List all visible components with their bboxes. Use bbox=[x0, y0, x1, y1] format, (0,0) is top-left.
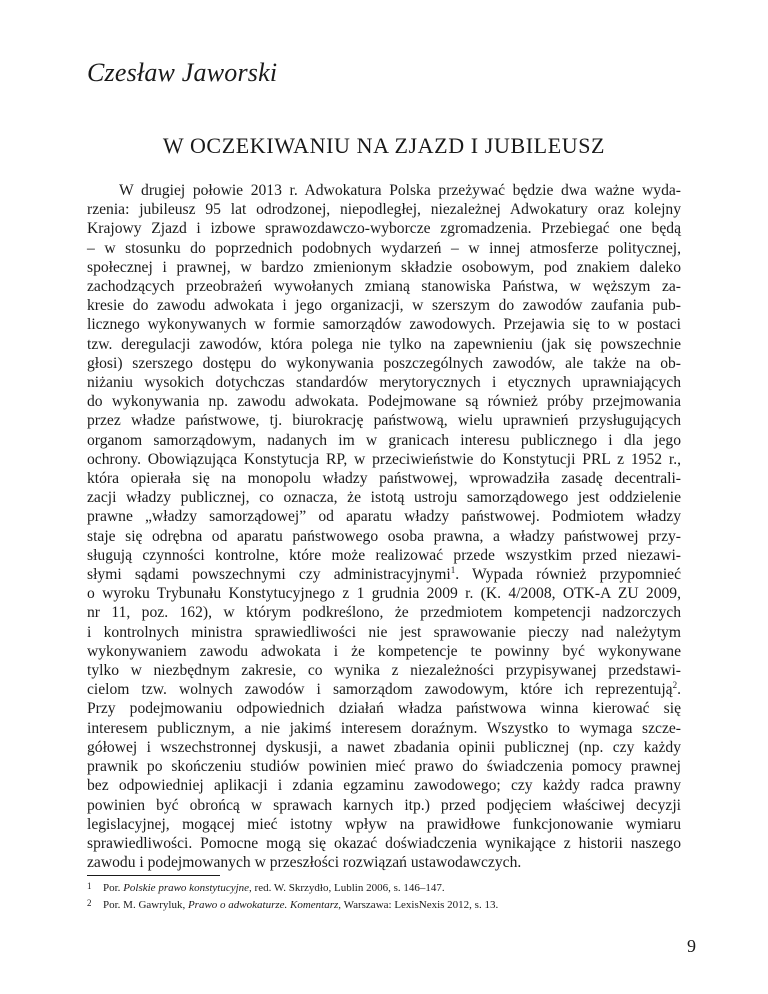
body-line: W drugiej połowie 2013 r. Adwokatura Polska przeżywać będzie dwa ważne wyda- bbox=[119, 182, 681, 199]
body-line: zawodu i podejmowanych w przeszłości rozwiązań ustawodawczych. bbox=[87, 854, 522, 872]
body-line: Przy podejmowaniu odpowiednich działań władza państwowa winna kierować się bbox=[87, 700, 681, 718]
footnote-ref-2[interactable]: 2 bbox=[672, 680, 678, 691]
body-line: licznego wykonywanych w formie samorządów zawodowych. Przejawia się to w postaci bbox=[87, 316, 681, 334]
body-line: prawnik po skończeniu studiów powinien mieć prawo do świadczenia pomocy prawnej bbox=[87, 758, 681, 776]
body-line: gółowej i wszechstronnej dyskusji, a nawet zbadania opinii publicznej (np. czy każdy bbox=[87, 738, 681, 756]
footnote-title: Prawo o adwokaturze. Komentarz bbox=[187, 899, 339, 911]
body-line: powinien być obrońcą w sprawach karnych itp.) przed podjęciem właściwej decyzji bbox=[87, 796, 681, 814]
body-line: sługują czynności kontrolne, które może realizować przede wszystkim przed niezawi- bbox=[87, 546, 681, 564]
body-line: organom samorządowym, nadanych im w granicach interesu publicznego i dla jego bbox=[87, 431, 681, 449]
body-line: zacji władzy publicznej, co oznacza, że istotą ustroju samorządowego jest oddzielenie bbox=[87, 489, 681, 507]
body-line: – w stosunku do poprzednich podobnych wydarzeń – w innej atmosferze politycznej, bbox=[87, 239, 681, 257]
body-line-text: cielom tzw. wolnych zawodów i samorządom zawodowym, które ich reprezentują bbox=[87, 681, 673, 699]
footnote-ref-1[interactable]: 1 bbox=[450, 565, 456, 576]
body-line-text: . Wypada również przypomnieć bbox=[455, 566, 681, 584]
body-line: sprawiedliwości. Pomocne mogą się okazać doświadczenia wynikające z historii naszego bbox=[87, 834, 681, 852]
body-line: o wyroku Trybunału Konstytucyjnego z 1 grudnia 2009 r. (K. 4/2008, OTK-A ZU 2009, bbox=[87, 585, 681, 603]
body-line: legislacyjnej, mogącej mieć istotny wpływ na prawidłowe funkcjonowanie wymiaru bbox=[87, 815, 681, 833]
body-paragraph bbox=[87, 181, 681, 872]
footnote-number: 1 bbox=[87, 881, 92, 891]
body-line-text: słymi sądami powszechnymi czy administracyjnymi bbox=[87, 566, 451, 584]
body-line: społecznej i prawnej, w bardzo zmienionym składzie osobowym, pod znakiem daleko bbox=[87, 258, 681, 276]
footnote-text: , red. W. Skrzydło, Lublin 2006, s. 146–147. bbox=[249, 882, 445, 894]
body-line: Krajowy Zjazd i izbowe sprawozdawczo-wyborcze zgromadzenia. Przebiegać one będą bbox=[87, 220, 681, 238]
body-line: niżaniu wysokich dotychczas standardów merytorycznych i etycznych uprawniających bbox=[87, 374, 681, 392]
footnote-title: Polskie prawo konstytucyjne bbox=[123, 882, 250, 894]
body-line: i kontrolnych ministra sprawiedliwości nie jest sprawowanie pieczy nad należytym bbox=[87, 623, 681, 641]
body-line: wykonywaniem zawodu adwokata i że kompetencje te powinny być wykonywane bbox=[87, 642, 681, 660]
body-line-with-footnote-2 bbox=[87, 680, 681, 699]
footnote-2 bbox=[87, 897, 687, 914]
body-line: kresie do zawodu adwokata i jego organizacji, w szerszym do zawodów zaufania pub- bbox=[87, 297, 681, 315]
body-line: ochrony. Obowiązująca Konstytucja RP, w przeciwieństwie do Konstytucji PRL z 1952 r., bbox=[87, 450, 681, 468]
footnote-text: , Warszawa: LexisNexis 2012, s. 13. bbox=[338, 899, 499, 911]
body-line: bez odpowiedniej aplikacji i zdania egzaminu zawodowego; czy każdy radca prawny bbox=[87, 777, 681, 795]
page-number: 9 bbox=[687, 936, 696, 956]
body-line-with-footnote-1 bbox=[87, 565, 681, 584]
footnote-text: Por. M. Gawryluk, bbox=[103, 899, 188, 911]
footnotes bbox=[87, 880, 687, 914]
body-line: tzw. deregulacji zawodów, która polega nie tylko na zapewnieniu (jak się powszechnie bbox=[87, 335, 681, 353]
footnote-1 bbox=[87, 880, 687, 897]
body-line: rzenia: jubileusz 95 lat odrodzonej, niepodległej, niezależnej Adwokatury oraz kolejny bbox=[87, 201, 681, 219]
body-line: nr 11, poz. 162), w którym podkreślono, że przedmiotem kompetencji nadzorczych bbox=[87, 604, 681, 622]
body-line: staje się odrębna od aparatu państwowego osoba prawna, a władzy państwowej przy- bbox=[87, 527, 681, 545]
body-line: która opierała się na monopolu władzy państwowej, wprowadziła zasadę decentrali- bbox=[87, 470, 681, 488]
author-name: Czesław Jaworski bbox=[87, 58, 278, 87]
article-title: W OCZEKIWANIU NA ZJAZD I JUBILEUSZ bbox=[162, 133, 606, 158]
footnote-divider bbox=[87, 875, 220, 876]
body-line: do wykonywania np. zawodu adwokata. Podejmowane są również próby przejmowania bbox=[87, 393, 681, 411]
body-line: interesem publicznym, a nie jakimś interesem doraźnym. Wszystko to wymaga szcze- bbox=[87, 719, 681, 737]
body-line: prawne „władzy samorządowej” od aparatu władzy państwowej. Podmiotem władzy bbox=[87, 508, 681, 526]
body-line-text: . bbox=[677, 681, 681, 699]
body-line: przez władze państwowe, tj. biurokrację państwową, wielu uprawnień przysługujących bbox=[87, 412, 681, 430]
footnote-text: Por. bbox=[103, 882, 124, 894]
footnote-number: 2 bbox=[87, 898, 92, 908]
body-line: głosi) szerszego dostępu do wykonywania poszczególnych zawodów, ale także na ob- bbox=[87, 354, 681, 372]
body-line: tylko w niezbędnym zakresie, co wynika z niezależności przypisywanej przedstawi- bbox=[87, 662, 681, 680]
body-line: zachodzących przeobrażeń wywołanych zmianą stanowiska Państwa, w węższym za- bbox=[87, 278, 681, 296]
